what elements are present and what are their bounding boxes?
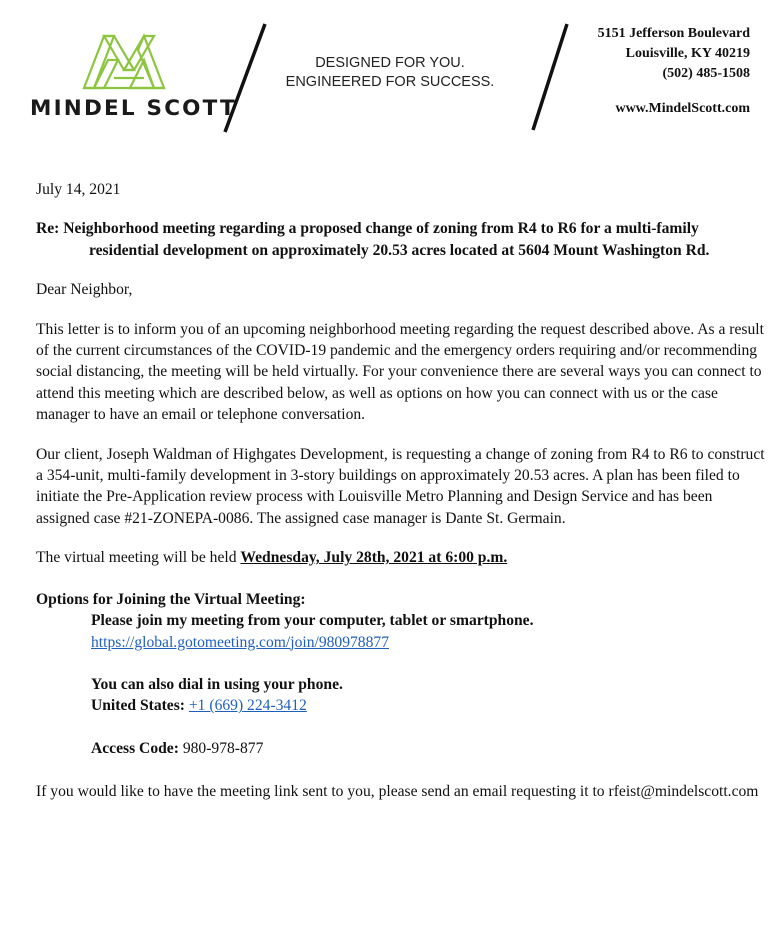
company-tagline (270, 54, 510, 92)
header-divider (530, 22, 570, 132)
tagline-line: DESIGNED FOR YOU. (315, 55, 465, 71)
dial-phone-link[interactable]: +1 (669) 224-3412 (188, 697, 307, 715)
meeting-datetime: Wednesday, July 28th, 2021 at 6:00 p.m. (240, 549, 508, 567)
join-options (36, 610, 766, 759)
mindel-scott-logo-icon (80, 30, 168, 92)
company-website[interactable]: www.MindelScott.com (615, 101, 750, 116)
letter-paragraph: Our client, Joseph Waldman of Highgates Development, is requesting a change of zoning from R4 to R6 to construct a 354-unit, multi-family development in 3-story buildings on approximately 20.53 acres. A plan has been filed to initiate the Pre-Application review process with Louisville Metro Planning and Design Service and has been assigned case #21-ZONEPA-0086. The assigned case manager is Dante St. Germain. (36, 445, 765, 527)
company-address (598, 24, 750, 119)
company-phone: (502) 485-1508 (662, 66, 750, 81)
letter-body (36, 179, 766, 803)
meeting-intro: The virtual meeting will be held (36, 549, 241, 567)
letter-date: July 14, 2021 (36, 181, 121, 198)
letter-paragraph: This letter is to inform you of an upcoming neighborhood meeting regarding the request described above. As a result of the current circumstances of the COVID-19 pandemic and the emergency orders requiring and/or recommending social distancing, the meeting will be held virtually. For your convenience there are several ways you can connect to attend this meeting which are described below, as well as options on how you can connect with us or the case manager to have an email or telephone conversation. (36, 320, 764, 424)
dial-instruction: You can also dial in using your phone. (91, 675, 343, 693)
access-code-label: Access Code: (91, 739, 183, 757)
dial-country-label: United States: (91, 697, 189, 715)
tagline-line: ENGINEERED FOR SUCCESS. (285, 74, 495, 90)
letter-closing: If you would like to have the meeting link sent to you, please send an email requesting it to rfeist@mindelscott.com (36, 783, 759, 801)
join-instruction: Please join my meeting from your computer, tablet or smartphone. (91, 612, 534, 630)
access-code-value: 980-978-877 (182, 739, 264, 757)
header-divider (222, 22, 268, 134)
address-city: Louisville, KY 40219 (625, 46, 750, 61)
options-title: Options for Joining the Virtual Meeting: (36, 590, 306, 608)
address-street: 5151 Jefferson Boulevard (597, 26, 750, 41)
meeting-announcement (36, 547, 766, 568)
letter-salutation: Dear Neighbor, (36, 281, 133, 299)
letter-subject: Re: Neighborhood meeting regarding a proposed change of zoning from R4 to R6 for a multi-family residential development on approximately 20.53 acres located at 5604 Mount Washington Rd. (36, 220, 710, 259)
company-name: MINDEL SCOTT (30, 96, 237, 121)
meeting-join-link[interactable]: https://global.gotomeeting.com/join/980978877 (91, 633, 389, 651)
